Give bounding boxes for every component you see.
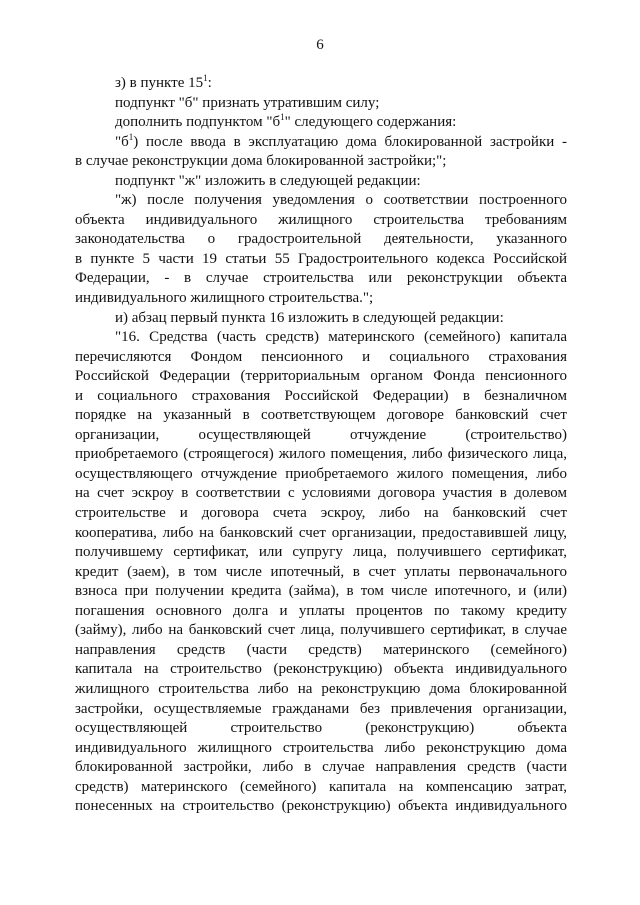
paragraph-add-b1 [75,113,567,133]
superscript: 1 [280,112,285,123]
text-line: капитала на строительство (реконструкцию) объекта индивидуального [75,661,567,678]
paragraph-sub-zh-text [75,191,567,308]
text-line: кооператива, либо на банковский счет организации, предоставившей лицу, [75,524,567,541]
paragraph-b1-line-1 [75,133,567,153]
document-body [75,74,567,817]
text-line: "16. Средства (часть средств) материнского (семейного) капитала [115,329,567,346]
text-line: (займу), либо на банковский счет лица, получившего сертификат, в случае [75,622,567,639]
text: : [207,75,212,91]
superscript: 1 [203,73,208,83]
text-line: индивидуального жилищного строительства либо реконструкцию дома [75,739,567,756]
text-line: законодательства о градостроительной деятельности, указанного [75,231,567,248]
text-line: застройки, осуществляемые гражданами без привлечения организации, [75,700,567,717]
text-line: блокированной застройки, либо в случае направления средств (части [75,759,567,776]
text-line: Федерации, - в случае строительства или реконструкции объекта [75,270,567,287]
text-line: перечисляются Фондом пенсионного и социального страхования [75,348,567,365]
text: дополнить подпунктом "б [115,114,281,131]
text-line: осуществляющей строительство (реконструкцию) объекта [75,720,567,737]
text-line: и социального страхования Российской Федерации) в безналичном [75,387,567,404]
text-line: на счет эскроу в соответствии с условиями договора участия в долевом [75,485,567,502]
text-line: порядке на указанный в соответствующем договоре банковский счет [75,407,567,424]
text-line: "ж) после получения уведомления о соответствии построенного [115,192,567,209]
paragraph-b1-line-2: в случае реконструкции дома блокированной застройки;"; [75,153,447,170]
paragraph-sub-b-void: подпункт "б" признать утратившим силу; [115,94,380,111]
paragraph-item-i-intro: и) абзац первый пункта 16 изложить в следующей редакции: [115,309,504,326]
paragraph-item-z-intro [75,74,567,94]
text-line: объекта индивидуального жилищного строительства требованиям [75,211,567,228]
text-line: Российской Федерации (территориальным органом Фонда пенсионного [75,368,567,385]
text: "б [115,133,129,150]
paragraph-sub-zh-intro: подпункт "ж" изложить в следующей редакции: [115,172,421,189]
page-number: 6 [316,37,324,53]
text-line: строительстве и договора счета эскроу, либо на банковский счет [75,505,567,522]
text-line: в пункте 5 части 19 статьи 55 Градостроительного кодекса Российской [75,250,567,267]
text-line: взноса при получении кредита (займа), в том числе ипотечного, и (или) [75,583,567,600]
text-line: направления средств (части средств) материнского (семейного) [75,641,567,658]
text-line: средств) материнского (семейного) капитала на компенсацию затрат, [75,778,567,795]
text-line: приобретаемого (строящегося) жилого помещения, либо физического лица, [75,446,567,463]
text-line: организации, осуществляющей отчуждение (строительство) [75,426,567,443]
text: " следующего содержания: [284,114,457,131]
superscript: 1 [128,131,134,142]
text-line: получившему сертификат, или супругу лица, получившего сертификат, [75,544,567,561]
text: з) в пункте 15 [115,75,204,91]
text: ) после ввода в эксплуатацию дома блокированной застройки - [133,133,567,150]
text-line: кредит (заем), в том числе ипотечный, в счет уплаты первоначального [75,563,567,580]
text-line: жилищного строительства либо на реконструкцию дома блокированной [75,680,567,697]
text-line: понесенных на строительство (реконструкцию) объекта индивидуального [75,798,567,815]
text-line: осуществляющего отчуждение приобретаемого жилого помещения, либо [75,465,567,482]
text-line: погашения основного долга и уплаты процентов по такому кредиту [75,602,567,619]
paragraph-point-16-text [75,328,567,817]
text-line: индивидуального жилищного строительства."; [75,290,374,307]
